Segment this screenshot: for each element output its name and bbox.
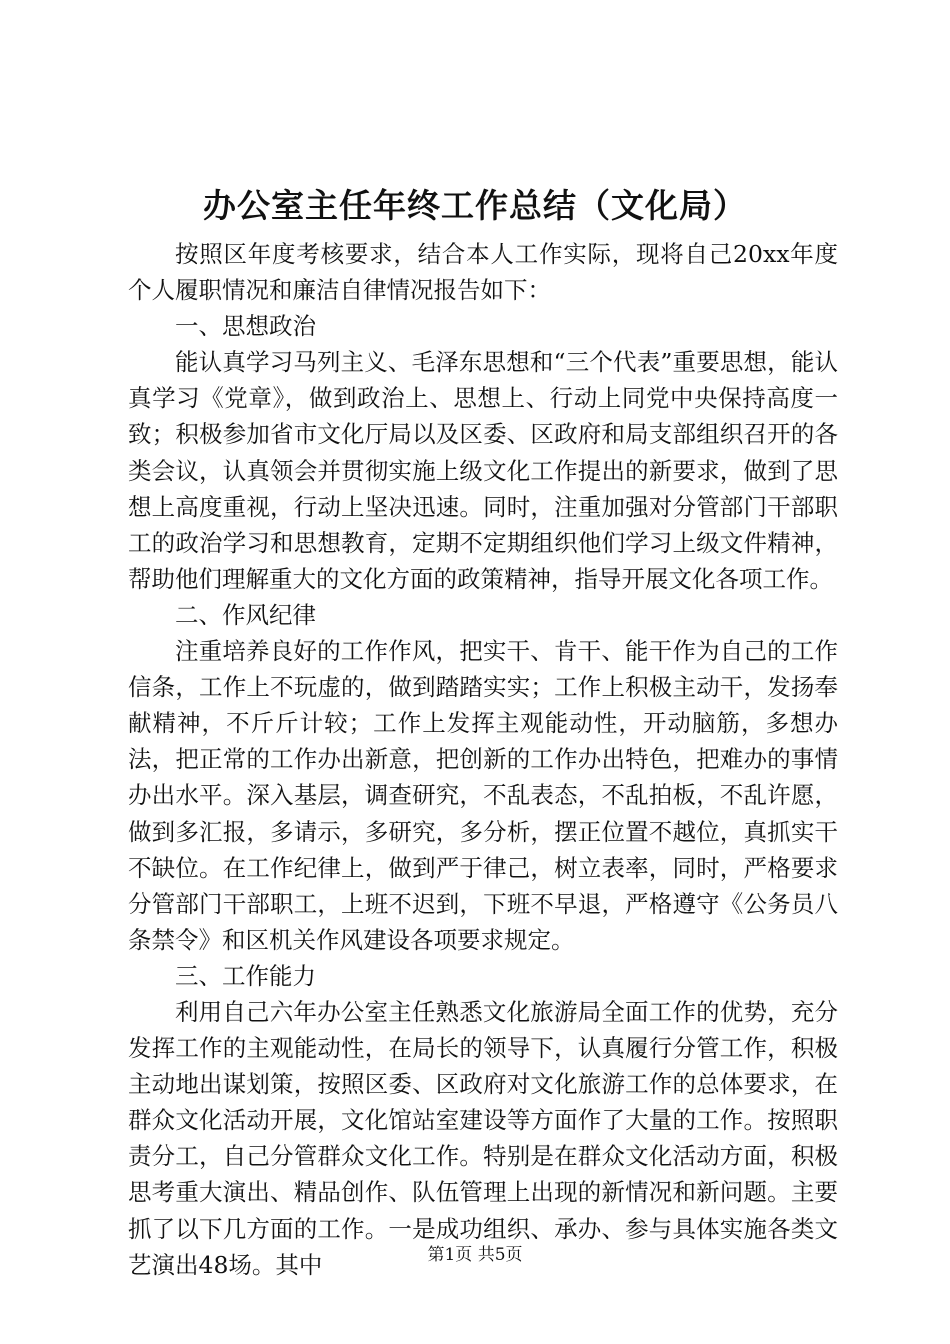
- intro-paragraph: 按照区年度考核要求，结合本人工作实际，现将自己20xx年度个人履职情况和廉洁自律情况报告如下：: [128, 240, 838, 305]
- section-heading-discipline: 二、作风纪律: [175, 600, 316, 629]
- politics-paragraph: 能认真学习马列主义、毛泽东思想和“三个代表”重要思想，能认真学习《党章》，做到政治上、思想上、行动上同党中央保持高度一致；积极参加省市文化厅局以及区委、区政府和局支部组织召开的各类会议，认真领会并贯彻实施上级文化工作提出的新要求，做到了思想上高度重视，行动上坚决迅速。同时，注重加强对分管部门干部职工的政治学习和思想教育，定期不定期组织他们学习上级文件精神，帮助他们理解重大的文化方面的政策精神，指导开展文化各项工作。: [128, 348, 838, 593]
- section-heading-politics: 一、思想政治: [175, 312, 316, 341]
- ability-paragraph: 利用自己六年办公室主任熟悉文化旅游局全面工作的优势，充分发挥工作的主观能动性，在局长的领导下，认真履行分管工作，积极主动地出谋划策，按照区委、区政府对文化旅游工作的总体要求，在群众文化活动开展，文化馆站室建设等方面作了大量的工作。按照职责分工，自己分管群众文化工作。特别是在群众文化活动方面，积极思考重大演出、精品创作、队伍管理上出现的新情况和新问题。主要抓了以下几方面的工作。一是成功组织、承办、参与具体实施各类文艺演出48场。其中: [128, 997, 838, 1279]
- discipline-paragraph: 注重培养良好的工作作风，把实干、肯干、能干作为自己的工作信条，工作上不玩虚的，做到踏踏实实；工作上积极主动干，发扬奉献精神，不斤斤计较；工作上发挥主观能动性，开动脑筋，多想办法，把正常的工作办出新意，把创新的工作办出特色，把难办的事情办出水平。深入基层，调查研究，不乱表态，不乱拍板，不乱许愿，做到多汇报，多请示，多研究，多分析，摆正位置不越位，真抓实干不缺位。在工作纪律上，做到严于律己，树立表率，同时，严格要求分管部门干部职工，上班不迟到，下班不早退，严格遵守《公务员八条禁令》和区机关作风建设各项要求规定。: [128, 637, 838, 954]
- section-heading-ability: 三、工作能力: [175, 961, 316, 990]
- document-body: [128, 236, 838, 1283]
- page-footer: 第1页 共5页: [427, 1245, 523, 1265]
- document-title: 办公室主任年终工作总结（文化局）: [203, 186, 747, 225]
